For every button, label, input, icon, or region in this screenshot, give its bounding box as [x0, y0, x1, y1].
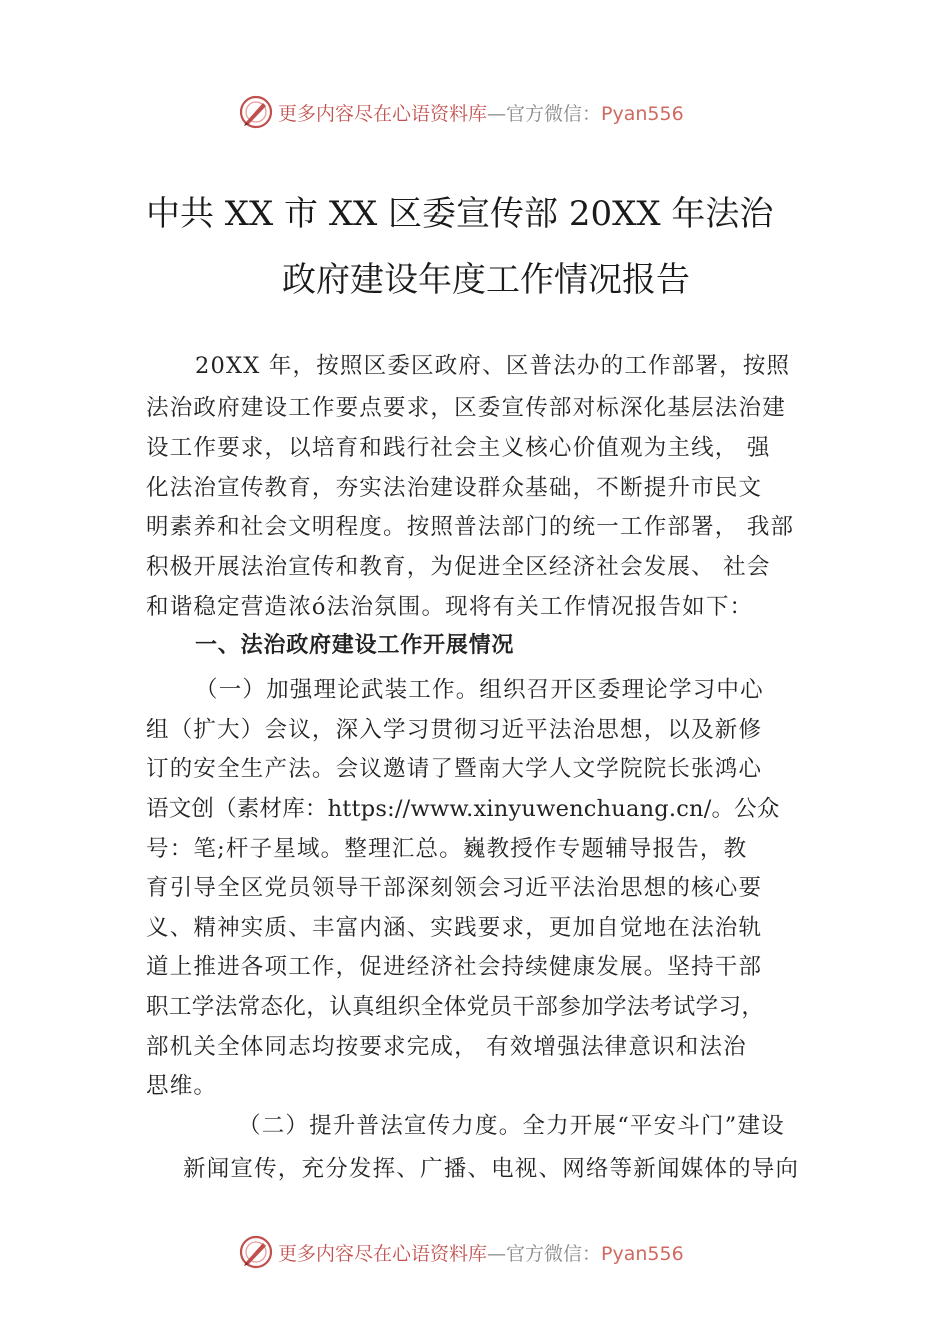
body-line: 和谐稳定营造浓ó法治氛围。现将有关工作情况报告如下： [146, 594, 754, 620]
body-line: 明素养和社会文明程度。按照普法部门的统一工作部署， 我部 [146, 514, 795, 540]
body-line: 职工学法常态化，认真组织全体党员干部参加学法考试学习， [146, 994, 765, 1020]
body-line: 义、精神实质、丰富内涵、实践要求，更加自觉地在法治轨 [146, 915, 763, 941]
body-line: 道上推进各项工作，促进经济社会持续健康发展。坚持干部 [146, 954, 763, 980]
pen-logo-icon [238, 94, 274, 130]
body-line: （二）提升普法宣传力度。全力开展“平安斗门”建设 [238, 1113, 785, 1139]
body-line: 设工作要求，以培育和践行社会主义核心价值观为主线， 强 [146, 435, 771, 461]
body-line: 化法治宣传教育，夯实法治建设群众基础，不断提升市民文 [146, 475, 763, 501]
body-line: 育引导全区党员领导干部深刻领会习近平法治思想的核心要 [146, 875, 763, 901]
body-line: 部机关全体同志均按要求完成， 有效增强法律意识和法治 [146, 1034, 747, 1060]
watermark-wechat-label: —官方微信： [487, 103, 602, 125]
body-line: 语文创（素材库：https://www.xinyuwenchuang.cn/。公众 [146, 796, 780, 822]
body-line: （一）加强理论武装工作。组织召开区委理论学习中心 [195, 677, 764, 703]
pen-logo-icon [238, 1234, 274, 1270]
body-line: 号：笔;杆子星域。整理汇总。巍教授作专题辅导报告，教 [146, 836, 748, 862]
body-line: 订的安全生产法。会议邀请了暨南大学人文学院院长张鸿心 [146, 756, 763, 782]
watermark-wechat-id: Pyan556 [601, 103, 684, 125]
body-line: 组（扩大）会议，深入学习贯彻习近平法治思想，以及新修 [146, 717, 763, 743]
body-line: 思维。 [146, 1073, 218, 1099]
body-line: 积极开展法治宣传和教育，为促进全区经济社会发展、 社会 [146, 554, 771, 580]
document-title-line-1: 中共 XX 市 XX 区委宣传部 20XX 年法治 [146, 194, 774, 234]
watermark-wechat-id: Pyan556 [601, 1243, 684, 1265]
body-line: 法治政府建设工作要点要求，区委宣传部对标深化基层法治建 [146, 395, 786, 421]
header-watermark [0, 94, 950, 134]
watermark-library: 更多内容尽在心语资料库 [278, 103, 488, 125]
watermark-wechat-label: —官方微信： [487, 1243, 602, 1265]
section-heading: 一、法治政府建设工作开展情况 [195, 633, 515, 658]
body-line: 20XX 年，按照区委区政府、区普法办的工作部署，按照 [195, 353, 791, 379]
watermark-text [278, 1239, 684, 1266]
watermark-text [278, 99, 684, 126]
document-title-line-2: 政府建设年度工作情况报告 [282, 260, 690, 300]
body-line: 新闻宣传，充分发挥、广播、电视、网络等新闻媒体的导向 [183, 1156, 800, 1182]
watermark-library: 更多内容尽在心语资料库 [278, 1243, 488, 1265]
footer-watermark [0, 1234, 950, 1274]
